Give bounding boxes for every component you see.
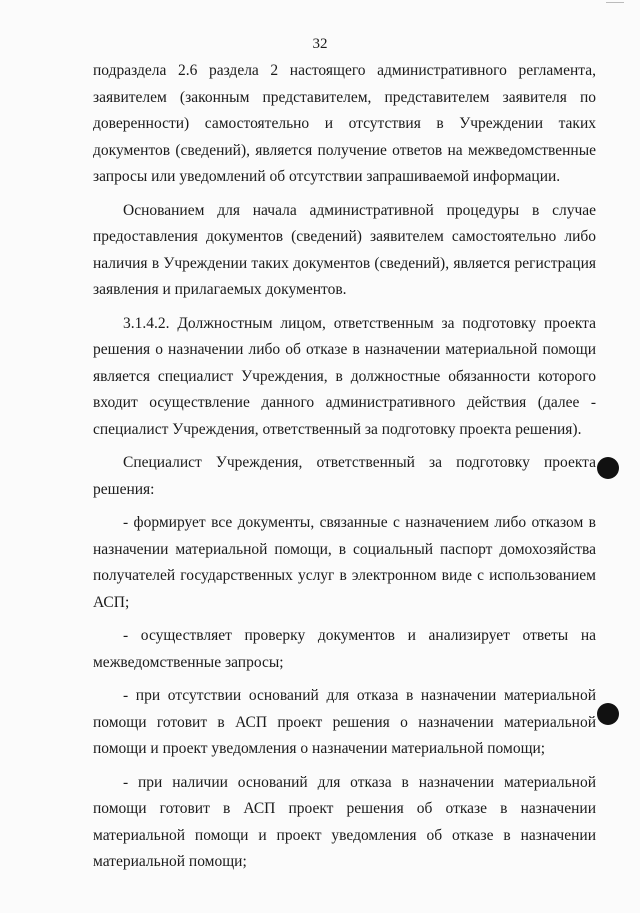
page-number: 32 xyxy=(312,36,328,52)
binder-hole-top xyxy=(597,457,619,479)
document-body xyxy=(93,58,596,876)
paragraph-3: 3.1.4.2. Должностным лицом, ответственным за подготовку проекта решения о назначении либо об отказе в назначении материальной помощи является специалист Учреждения, в должностные обязанности которого входит осуществление данного административного действия (далее - специалист Учреждения, ответственный за подготовку проекта решения). xyxy=(93,314,596,438)
paragraph-2: Основанием для начала административной процедуры в случае предоставления документов (сведений) заявителем самостоятельно либо наличия в Учреждении таких документов (сведений), является регистрация заявления и прилагаемых документов. xyxy=(93,201,596,298)
scan-corner-mark xyxy=(606,2,624,9)
paragraph-1: подраздела 2.6 раздела 2 настоящего административного регламента, заявителем (законным представителем, представителем заявителя по доверенности) самостоятельно и отсутствия в Учреждении таких документов (сведений), является получение ответов на межведомственные запросы или уведомлений об отсутствии запрашиваемой информации. xyxy=(93,62,596,185)
paragraph-7: - при отсутствии оснований для отказа в назначении материальной помощи готовит в АСП проект решения о назначении материальной помощи и проект уведомления о назначении материальной помощи; xyxy=(93,687,596,757)
paragraph-5: - формирует все документы, связанные с назначением либо отказом в назначении материальной помощи, в социальный паспорт домохозяйства получателей государственных услуг в электронном виде с использованием АСП; xyxy=(93,514,596,611)
paragraph-4: Специалист Учреждения, ответственный за подготовку проекта решения: xyxy=(93,454,596,498)
paragraph-6: - осуществляет проверку документов и анализирует ответы на межведомственные запросы; xyxy=(93,627,596,671)
binder-hole-bottom xyxy=(597,703,619,725)
paragraph-8: - при наличии оснований для отказа в назначении материальной помощи готовит в АСП проект решения об отказе в назначении материальной помощи и проект уведомления об отказе в назначении материальной помощи; xyxy=(93,773,596,870)
